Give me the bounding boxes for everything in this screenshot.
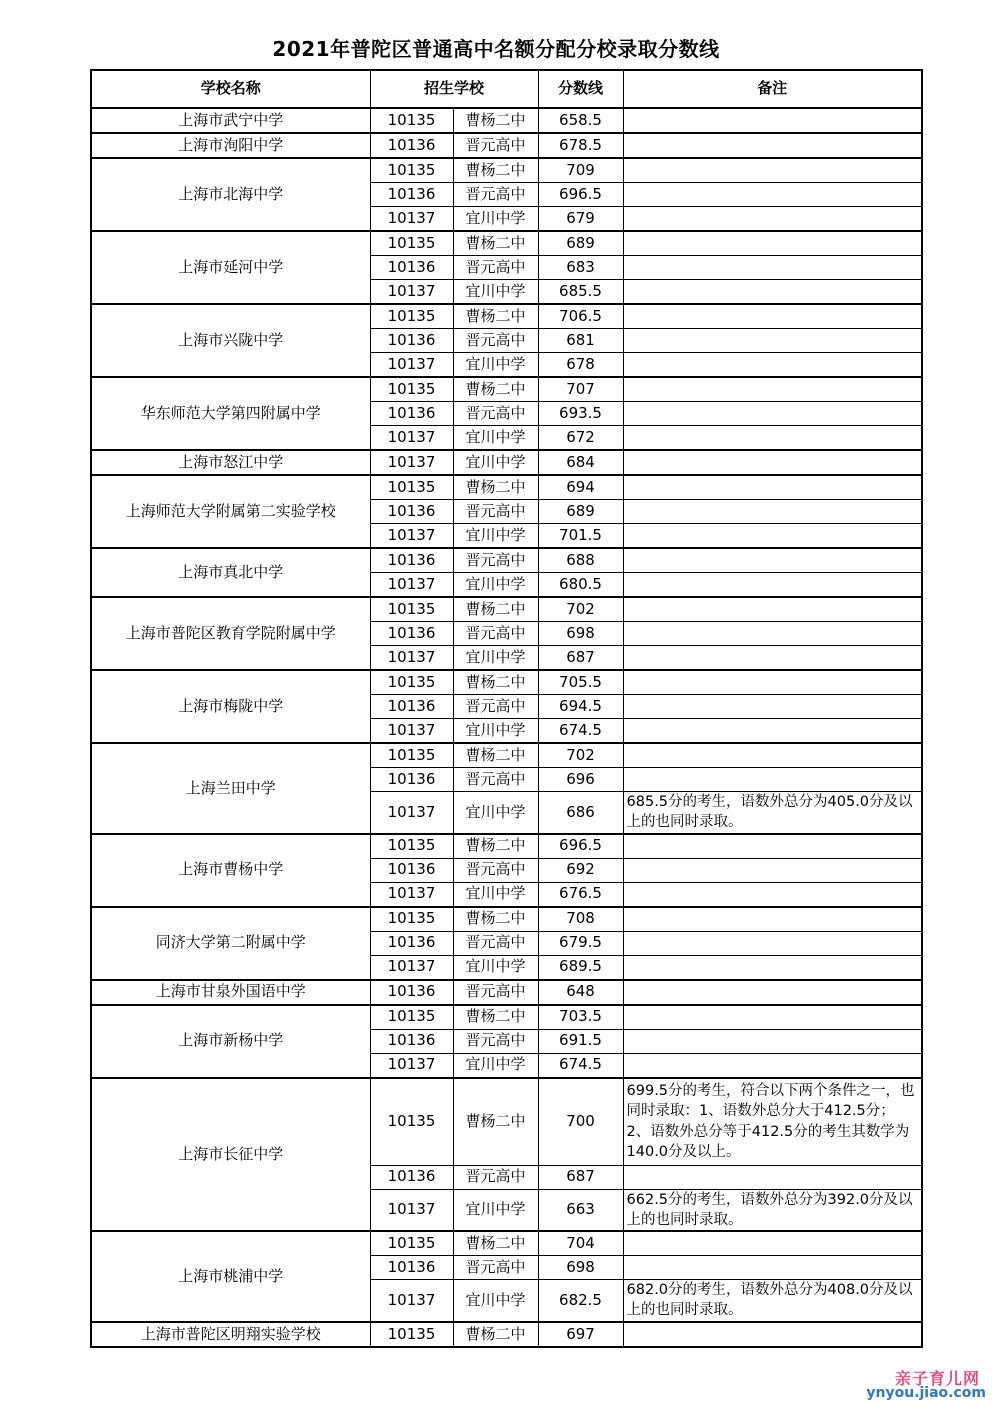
school-name-cell: 上海市真北中学 (91, 548, 370, 597)
enroll-school-cell: 宜川中学 (453, 1280, 538, 1322)
note-cell (623, 133, 922, 158)
score-cell: 703.5 (538, 1005, 623, 1030)
enroll-code-cell: 10135 (370, 108, 453, 133)
score-cell: 679 (538, 207, 623, 232)
score-cell: 701.5 (538, 524, 623, 549)
enroll-code-cell: 10135 (370, 304, 453, 329)
score-cell: 706.5 (538, 304, 623, 329)
score-cell: 685.5 (538, 280, 623, 305)
page-title: 2021年普陀区普通高中名额分配分校录取分数线 (272, 37, 720, 61)
header-school: 学校名称 (91, 70, 370, 108)
enroll-school-cell: 宜川中学 (453, 280, 538, 305)
table-row (91, 475, 922, 500)
score-cell: 674.5 (538, 719, 623, 744)
score-cell: 694.5 (538, 695, 623, 719)
table-row (91, 907, 922, 932)
table-row (91, 743, 922, 768)
note-cell (623, 475, 922, 500)
enroll-code-cell: 10136 (370, 695, 453, 719)
note-cell (623, 524, 922, 549)
enroll-school-cell: 晋元高中 (453, 402, 538, 426)
score-cell: 689.5 (538, 955, 623, 980)
enroll-code-cell: 10137 (370, 1189, 453, 1231)
score-cell: 694 (538, 475, 623, 500)
enroll-code-cell: 10135 (370, 743, 453, 768)
table-row (91, 1231, 922, 1256)
note-cell (623, 377, 922, 402)
enroll-school-cell: 晋元高中 (453, 329, 538, 353)
note-cell (623, 1165, 922, 1189)
note-cell (623, 743, 922, 768)
enroll-school-cell: 宜川中学 (453, 792, 538, 834)
school-name-cell: 上海市桃浦中学 (91, 1231, 370, 1322)
enroll-school-cell: 曹杨二中 (453, 743, 538, 768)
table-row (91, 1322, 922, 1347)
score-cell: 696 (538, 768, 623, 792)
enroll-school-cell: 曹杨二中 (453, 108, 538, 133)
score-cell: 676.5 (538, 882, 623, 907)
enroll-code-cell: 10137 (370, 1280, 453, 1322)
enroll-code-cell: 10135 (370, 597, 453, 622)
table-row (91, 834, 922, 859)
score-cell: 708 (538, 907, 623, 932)
score-cell: 696.5 (538, 834, 623, 859)
table-row (91, 158, 922, 183)
table-row (91, 548, 922, 573)
note-cell (623, 1005, 922, 1030)
note-cell (623, 931, 922, 955)
school-name-cell: 上海市新杨中学 (91, 1005, 370, 1078)
note-cell (623, 183, 922, 207)
score-cell: 702 (538, 597, 623, 622)
header-note: 备注 (623, 70, 922, 108)
score-table (90, 69, 923, 1348)
score-cell: 697 (538, 1322, 623, 1347)
score-cell: 709 (538, 158, 623, 183)
enroll-code-cell: 10135 (370, 1322, 453, 1347)
note-cell (623, 207, 922, 232)
enroll-school-cell: 晋元高中 (453, 768, 538, 792)
enroll-code-cell: 10137 (370, 573, 453, 598)
note-cell (623, 882, 922, 907)
enroll-code-cell: 10136 (370, 402, 453, 426)
enroll-school-cell: 晋元高中 (453, 1029, 538, 1053)
enroll-code-cell: 10136 (370, 183, 453, 207)
score-cell: 689 (538, 231, 623, 256)
enroll-school-cell: 晋元高中 (453, 931, 538, 955)
enroll-code-cell: 10135 (370, 475, 453, 500)
enroll-school-cell: 晋元高中 (453, 183, 538, 207)
school-name-cell: 上海市曹杨中学 (91, 834, 370, 907)
school-name-cell: 上海兰田中学 (91, 743, 370, 834)
note-cell (623, 353, 922, 378)
enroll-school-cell: 晋元高中 (453, 695, 538, 719)
enroll-code-cell: 10136 (370, 1256, 453, 1280)
enroll-school-cell: 曹杨二中 (453, 1005, 538, 1030)
enroll-school-cell: 宜川中学 (453, 207, 538, 232)
note-cell (623, 231, 922, 256)
school-name-cell: 上海市长征中学 (91, 1078, 370, 1232)
note-cell (623, 1029, 922, 1053)
score-cell: 687 (538, 646, 623, 671)
enroll-code-cell: 10137 (370, 646, 453, 671)
school-name-cell: 上海市梅陇中学 (91, 670, 370, 743)
enroll-school-cell: 宜川中学 (453, 524, 538, 549)
note-cell (623, 500, 922, 524)
score-cell: 683 (538, 256, 623, 280)
enroll-code-cell: 10135 (370, 1078, 453, 1166)
school-name-cell: 上海市武宁中学 (91, 108, 370, 133)
enroll-code-cell: 10137 (370, 353, 453, 378)
score-cell: 674.5 (538, 1053, 623, 1078)
score-cell: 707 (538, 377, 623, 402)
note-cell (623, 768, 922, 792)
enroll-school-cell: 曹杨二中 (453, 670, 538, 695)
school-name-cell: 上海市甘泉外国语中学 (91, 980, 370, 1005)
enroll-school-cell: 曹杨二中 (453, 834, 538, 859)
note-cell: 662.5分的考生，语数外总分为392.0分及以上的也同时录取。 (623, 1189, 922, 1231)
note-cell (623, 280, 922, 305)
table-row (91, 231, 922, 256)
enroll-school-cell: 晋元高中 (453, 500, 538, 524)
table-row (91, 1005, 922, 1030)
score-cell: 678 (538, 353, 623, 378)
note-cell (623, 304, 922, 329)
enroll-school-cell: 宜川中学 (453, 353, 538, 378)
note-cell (623, 108, 922, 133)
score-cell: 689 (538, 500, 623, 524)
enroll-school-cell: 宜川中学 (453, 573, 538, 598)
note-cell (623, 858, 922, 882)
score-cell: 702 (538, 743, 623, 768)
enroll-code-cell: 10137 (370, 207, 453, 232)
enroll-school-cell: 曹杨二中 (453, 158, 538, 183)
enroll-code-cell: 10136 (370, 931, 453, 955)
enroll-school-cell: 曹杨二中 (453, 377, 538, 402)
enroll-school-cell: 晋元高中 (453, 622, 538, 646)
enroll-school-cell: 宜川中学 (453, 1189, 538, 1231)
table-row (91, 1078, 922, 1166)
table-header-row (91, 70, 922, 108)
enroll-school-cell: 曹杨二中 (453, 475, 538, 500)
score-cell: 663 (538, 1189, 623, 1231)
enroll-code-cell: 10137 (370, 1053, 453, 1078)
school-name-cell: 华东师范大学第四附属中学 (91, 377, 370, 450)
note-cell (623, 719, 922, 744)
enroll-school-cell: 晋元高中 (453, 256, 538, 280)
score-cell: 679.5 (538, 931, 623, 955)
score-cell: 704 (538, 1231, 623, 1256)
enroll-code-cell: 10137 (370, 955, 453, 980)
enroll-school-cell: 曹杨二中 (453, 231, 538, 256)
score-cell: 678.5 (538, 133, 623, 158)
note-cell (623, 329, 922, 353)
score-cell: 700 (538, 1078, 623, 1166)
note-cell (623, 450, 922, 475)
enroll-code-cell: 10136 (370, 768, 453, 792)
school-name-cell: 上海市怒江中学 (91, 450, 370, 475)
enroll-code-cell: 10137 (370, 792, 453, 834)
header-enroll: 招生学校 (370, 70, 538, 108)
note-cell (623, 402, 922, 426)
enroll-school-cell: 宜川中学 (453, 1053, 538, 1078)
enroll-code-cell: 10135 (370, 1005, 453, 1030)
enroll-school-cell: 宜川中学 (453, 426, 538, 451)
enroll-code-cell: 10137 (370, 450, 453, 475)
note-cell (623, 158, 922, 183)
enroll-code-cell: 10136 (370, 256, 453, 280)
enroll-code-cell: 10137 (370, 719, 453, 744)
enroll-school-cell: 曹杨二中 (453, 304, 538, 329)
score-cell: 682.5 (538, 1280, 623, 1322)
score-cell: 681 (538, 329, 623, 353)
table-row (91, 597, 922, 622)
score-cell: 693.5 (538, 402, 623, 426)
score-cell: 672 (538, 426, 623, 451)
enroll-school-cell: 曹杨二中 (453, 1231, 538, 1256)
enroll-school-cell: 曹杨二中 (453, 597, 538, 622)
header-score: 分数线 (538, 70, 623, 108)
note-cell (623, 980, 922, 1005)
enroll-code-cell: 10135 (370, 834, 453, 859)
enroll-code-cell: 10136 (370, 1165, 453, 1189)
score-cell: 705.5 (538, 670, 623, 695)
school-name-cell: 上海市普陀区明翔实验学校 (91, 1322, 370, 1347)
enroll-code-cell: 10137 (370, 426, 453, 451)
note-cell (623, 670, 922, 695)
note-cell (623, 426, 922, 451)
enroll-code-cell: 10136 (370, 1029, 453, 1053)
enroll-code-cell: 10137 (370, 882, 453, 907)
note-cell (623, 1322, 922, 1347)
enroll-school-cell: 晋元高中 (453, 133, 538, 158)
note-cell (623, 834, 922, 859)
enroll-school-cell: 晋元高中 (453, 1256, 538, 1280)
score-cell: 698 (538, 1256, 623, 1280)
note-cell (623, 955, 922, 980)
table-row (91, 108, 922, 133)
enroll-school-cell: 曹杨二中 (453, 1078, 538, 1166)
score-cell: 687 (538, 1165, 623, 1189)
enroll-code-cell: 10136 (370, 980, 453, 1005)
enroll-code-cell: 10136 (370, 622, 453, 646)
enroll-school-cell: 晋元高中 (453, 980, 538, 1005)
school-name-cell: 上海市延河中学 (91, 231, 370, 304)
watermark-line1: 亲子育儿网 (894, 1369, 980, 1388)
school-name-cell: 同济大学第二附属中学 (91, 907, 370, 980)
enroll-code-cell: 10135 (370, 231, 453, 256)
score-cell: 658.5 (538, 108, 623, 133)
note-cell (623, 907, 922, 932)
note-cell (623, 622, 922, 646)
enroll-code-cell: 10136 (370, 548, 453, 573)
note-cell (623, 256, 922, 280)
note-cell (623, 646, 922, 671)
enroll-school-cell: 宜川中学 (453, 955, 538, 980)
enroll-school-cell: 宜川中学 (453, 882, 538, 907)
enroll-school-cell: 宜川中学 (453, 719, 538, 744)
table-row (91, 670, 922, 695)
enroll-code-cell: 10135 (370, 377, 453, 402)
enroll-code-cell: 10135 (370, 158, 453, 183)
school-name-cell: 上海市北海中学 (91, 158, 370, 231)
score-cell: 684 (538, 450, 623, 475)
score-cell: 692 (538, 858, 623, 882)
score-cell: 698 (538, 622, 623, 646)
note-cell: 685.5分的考生，语数外总分为405.0分及以上的也同时录取。 (623, 792, 922, 834)
score-cell: 688 (538, 548, 623, 573)
school-name-cell: 上海市洵阳中学 (91, 133, 370, 158)
enroll-school-cell: 曹杨二中 (453, 907, 538, 932)
watermark-logo (866, 1366, 992, 1403)
note-cell (623, 695, 922, 719)
table-row (91, 450, 922, 475)
table-row (91, 980, 922, 1005)
watermark-line2: ynyou.jiao.com (866, 1385, 986, 1401)
score-cell: 680.5 (538, 573, 623, 598)
enroll-school-cell: 晋元高中 (453, 548, 538, 573)
enroll-code-cell: 10136 (370, 329, 453, 353)
table-row (91, 133, 922, 158)
note-cell (623, 573, 922, 598)
enroll-school-cell: 晋元高中 (453, 1165, 538, 1189)
enroll-code-cell: 10136 (370, 858, 453, 882)
table-row (91, 377, 922, 402)
note-cell (623, 548, 922, 573)
enroll-code-cell: 10135 (370, 907, 453, 932)
note-cell (623, 1231, 922, 1256)
school-name-cell: 上海师范大学附属第二实验学校 (91, 475, 370, 548)
school-name-cell: 上海市兴陇中学 (91, 304, 370, 377)
table-body (91, 108, 922, 1347)
score-cell: 686 (538, 792, 623, 834)
note-cell: 682.0分的考生，语数外总分为408.0分及以上的也同时录取。 (623, 1280, 922, 1322)
enroll-code-cell: 10137 (370, 280, 453, 305)
score-cell: 648 (538, 980, 623, 1005)
note-cell (623, 1256, 922, 1280)
enroll-school-cell: 宜川中学 (453, 646, 538, 671)
score-cell: 696.5 (538, 183, 623, 207)
score-cell: 691.5 (538, 1029, 623, 1053)
enroll-school-cell: 曹杨二中 (453, 1322, 538, 1347)
note-cell (623, 597, 922, 622)
note-cell (623, 1053, 922, 1078)
enroll-code-cell: 10135 (370, 670, 453, 695)
enroll-school-cell: 晋元高中 (453, 858, 538, 882)
enroll-code-cell: 10137 (370, 524, 453, 549)
school-name-cell: 上海市普陀区教育学院附属中学 (91, 597, 370, 670)
note-cell: 699.5分的考生，符合以下两个条件之一，也同时录取：1、语数外总分大于412.5分；2、语数外总分等于412.5分的考生其数学为140.0分及以上。 (623, 1078, 922, 1166)
enroll-code-cell: 10135 (370, 1231, 453, 1256)
enroll-code-cell: 10136 (370, 500, 453, 524)
enroll-code-cell: 10136 (370, 133, 453, 158)
table-row (91, 304, 922, 329)
enroll-school-cell: 宜川中学 (453, 450, 538, 475)
